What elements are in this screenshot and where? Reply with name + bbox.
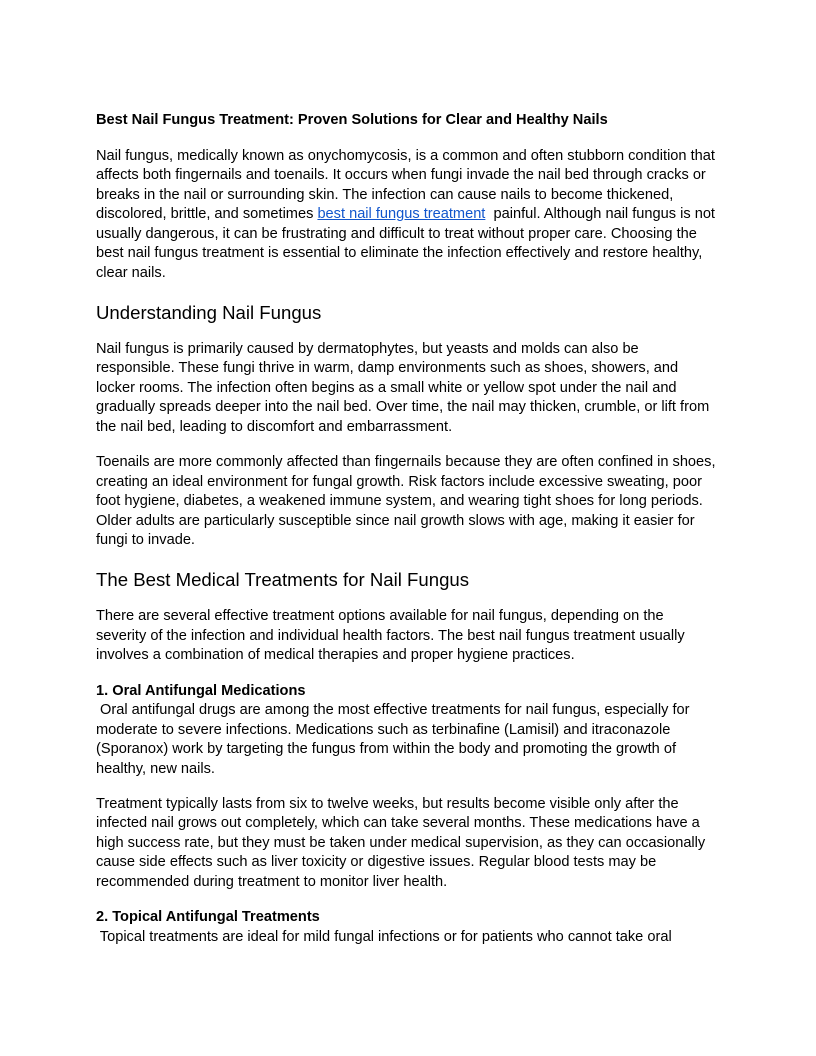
intro-line: best nail fungus treatment is essential to eliminate the infection effectively and restore healthy, (96, 245, 703, 261)
paragraph-line: Oral antifungal drugs are among the most effective treatments for nail fungus, especially for (96, 702, 690, 718)
paragraph-line: fungi to invade. (96, 532, 195, 548)
paragraph-line: healthy, new nails. (96, 761, 215, 777)
intro-line: Nail fungus, medically known as onychomycosis, is a common and often stubborn condition that (96, 148, 715, 164)
section-heading-understanding: Understanding Nail Fungus (96, 302, 322, 323)
intro-line: affects both fingernails and toenails. It occurs when fungi invade the nail bed through cracks or (96, 167, 706, 183)
paragraph-line: (Sporanox) work by targeting the fungus from within the body and promoting the growth of (96, 741, 677, 757)
section-heading-medical-treatments: The Best Medical Treatments for Nail Fungus (96, 569, 470, 590)
paragraph-line: involves a combination of medical therapies and proper hygiene practices. (96, 647, 575, 663)
paragraph-line: Treatment typically lasts from six to twelve weeks, but results become visible only after the (96, 796, 679, 812)
paragraph-line: cause side effects such as liver toxicity or digestive issues. Regular blood tests may be (96, 854, 657, 870)
paragraph-line: foot hygiene, diabetes, a weakened immune system, and wearing tight shoes for long periods. (96, 493, 703, 509)
paragraph-line: moderate to severe infections. Medications such as terbinafine (Lamisil) and itraconazole (96, 722, 671, 738)
paragraph-line: Nail fungus is primarily caused by dermatophytes, but yeasts and molds can also be (96, 341, 639, 357)
intro-text: painful. Although nail fungus is not (485, 206, 715, 222)
paragraph-line: Toenails are more commonly affected than fingernails because they are often confined in shoes, (96, 454, 716, 470)
intro-line (96, 205, 715, 225)
paragraph-line: responsible. These fungi thrive in warm, damp environments such as shoes, showers, and (96, 360, 679, 376)
paragraph-line: gradually spreads deeper into the nail bed. Over time, the nail may thicken, crumble, or lift from (96, 399, 710, 415)
subheading-oral-antifungal: 1. Oral Antifungal Medications (96, 683, 306, 699)
paragraph-line: infected nail grows out completely, which can take several months. These medications have a (96, 815, 700, 831)
treatment-link[interactable]: best nail fungus treatment (317, 206, 486, 222)
intro-line: usually dangerous, it can be frustrating and difficult to treat without proper care. Choosing the (96, 226, 697, 242)
subheading-topical-antifungal: 2. Topical Antifungal Treatments (96, 909, 320, 925)
paragraph-line: There are several effective treatment options available for nail fungus, depending on the (96, 608, 664, 624)
paragraph-line: recommended during treatment to monitor liver health. (96, 874, 448, 890)
intro-line: clear nails. (96, 265, 166, 281)
intro-line: breaks in the nail or surrounding skin. The infection can cause nails to become thickened, (96, 187, 674, 203)
paragraph-line: Topical treatments are ideal for mild fungal infections or for patients who cannot take oral (96, 929, 672, 945)
paragraph-line: creating an ideal environment for fungal growth. Risk factors include excessive sweating, poor (96, 474, 702, 490)
paragraph-line: locker rooms. The infection often begins as a small white or yellow spot under the nail and (96, 380, 677, 396)
paragraph-line: high success rate, but they must be taken under medical supervision, as they can occasionally (96, 835, 706, 851)
paragraph-line: Older adults are particularly susceptible since nail growth slows with age, making it easier for (96, 513, 695, 529)
paragraph-line: severity of the infection and individual health factors. The best nail fungus treatment usually (96, 628, 685, 644)
document-title: Best Nail Fungus Treatment: Proven Solutions for Clear and Healthy Nails (96, 112, 608, 128)
paragraph-line: the nail bed, leading to discomfort and embarrassment. (96, 419, 453, 435)
intro-text: discolored, brittle, and sometimes (96, 206, 318, 222)
